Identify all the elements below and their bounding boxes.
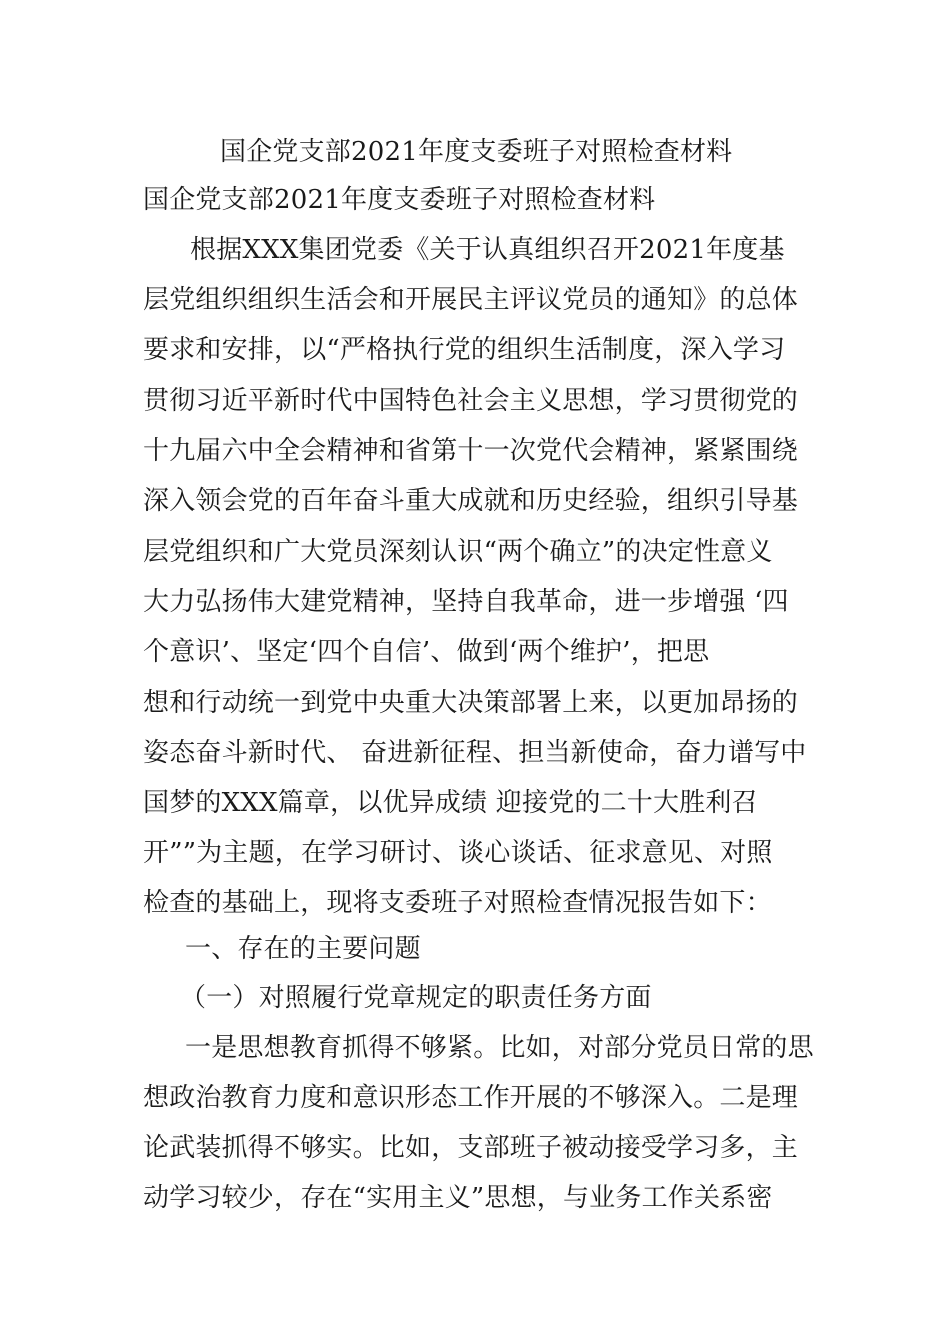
body-line: 论武装抓得不够实。比如，支部班子被动接受学习多，主 <box>143 1133 799 1163</box>
body-line: 检查的基础上，现将支委班子对照检查情况报告如下： <box>143 888 772 918</box>
body-line: 层党组织组织生活会和开展民主评议党员的通知》的总体 <box>143 285 799 315</box>
body-line: 深入领会党的百年奋斗重大成就和历史经验，组织引导基 <box>143 486 799 516</box>
body-line: 大力弘扬伟大建党精神，坚持自我革命，进一步增强 ‘四 <box>143 587 789 617</box>
body-line: 想政治教育力度和意识形态工作开展的不够深入。二是理 <box>143 1083 799 1113</box>
document-title: 国企党支部2021年度支委班子对照检查材料 <box>143 185 656 215</box>
body-line: 开””为主题，在学习研讨、谈心谈话、征求意见、对照 <box>143 838 773 868</box>
body-line: 姿态奋斗新时代、 奋进新征程、担当新使命，奋力谱写中 <box>143 738 807 768</box>
body-line: 贯彻习近平新时代中国特色社会主义思想，学习贯彻党的 <box>143 386 799 416</box>
body-line: 一是思想教育抓得不够紧。比如，对部分党员日常的思 <box>185 1033 814 1063</box>
body-line: 层党组织和广大党员深刻认识“两个确立”的决定性意义 <box>143 537 773 567</box>
body-line: 要求和安排，以“严格执行党的组织生活制度，深入学习 <box>143 335 786 365</box>
body-line: 想和行动统一到党中央重大决策部署上来，以更加昂扬的 <box>143 688 799 718</box>
page-header-title: 国企党支部2021年度支委班子对照检查材料 <box>220 137 733 167</box>
body-line: 动学习较少，存在“实用主义”思想，与业务工作关系密 <box>143 1183 773 1213</box>
body-line: 十九届六中全会精神和省第十一次党代会精神，紧紧围绕 <box>143 436 799 466</box>
body-line: 个意识’、坚定‘四个自信’、做到‘两个维护’，把思 <box>143 637 710 667</box>
body-line: 根据XXX集团党委《关于认真组织召开2021年度基 <box>190 235 785 265</box>
section-heading: 一、存在的主要问题 <box>185 934 421 964</box>
body-line: 国梦的XXX篇章，以优异成绩 迎接党的二十大胜利召 <box>143 788 758 818</box>
subsection-heading: （一）对照履行党章规定的职责任务方面 <box>180 983 652 1013</box>
